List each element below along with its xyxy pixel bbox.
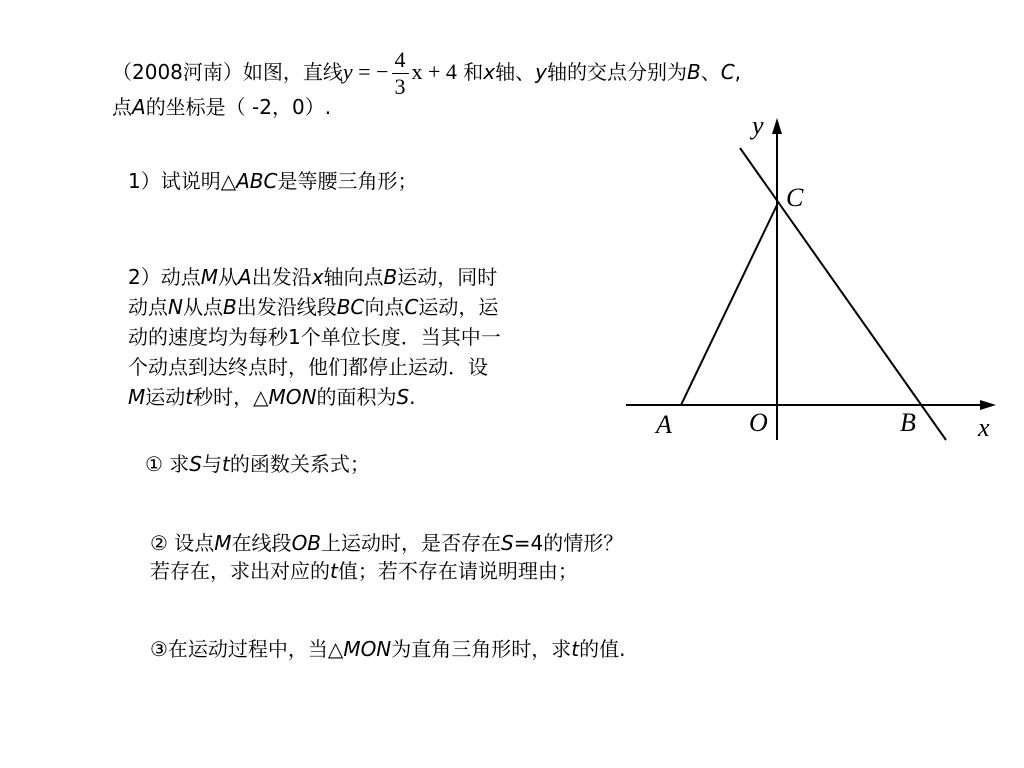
label-x: x bbox=[978, 413, 990, 442]
sub3-t: t bbox=[571, 637, 580, 661]
sub2-l2-a: 若存在，求出对应的 bbox=[150, 559, 330, 583]
q2-BC: BC bbox=[336, 295, 365, 319]
q2-l2-c: 出发沿线段 bbox=[236, 295, 337, 319]
x-axis-arrow bbox=[980, 400, 996, 410]
intro-line2-b: 的坐标是（ -2，0）. bbox=[145, 95, 332, 119]
sub2-OB: OB bbox=[291, 531, 322, 555]
label-A: A bbox=[656, 410, 672, 439]
sub2-S: S bbox=[501, 531, 514, 555]
sub1-S: S bbox=[189, 452, 202, 476]
intro-comma: , bbox=[734, 60, 742, 84]
sub2-l1-d: =4的情形？ bbox=[513, 531, 624, 555]
q1-suffix: 是等腰三角形； bbox=[277, 169, 418, 193]
sub2-l1-c: 上运动时，是否存在 bbox=[321, 531, 502, 555]
q2-B: B bbox=[383, 265, 398, 289]
q2-l1-d: 轴向点 bbox=[323, 265, 384, 289]
sub2-l1-b: 在线段 bbox=[231, 531, 292, 555]
q2-x: x bbox=[311, 265, 324, 289]
label-y: y bbox=[752, 111, 764, 140]
q2-line-4: 个动点到达终点时，他们都停止运动．设 bbox=[128, 355, 488, 379]
intro-after-1: 和 bbox=[456, 60, 484, 84]
sub2-l1-a: ② 设点 bbox=[150, 531, 215, 555]
label-B: B bbox=[900, 408, 916, 437]
q2-B2: B bbox=[222, 295, 237, 319]
intro-A: A bbox=[132, 95, 146, 119]
line-CB bbox=[740, 148, 946, 440]
sub2-l2-b: 值；若不存在请说明理由； bbox=[337, 559, 578, 583]
sub1-t: t bbox=[222, 452, 230, 476]
sub1-suffix: 的函数关系式； bbox=[229, 452, 370, 476]
sub3-MON: MON bbox=[343, 637, 392, 661]
sub3-mid: 为直角三角形时，求 bbox=[391, 637, 572, 661]
intro-after-2: 轴、 bbox=[495, 60, 536, 84]
line-AC bbox=[681, 205, 777, 405]
q2-M: M bbox=[200, 265, 218, 289]
eq-rest: x + 4 bbox=[411, 59, 457, 84]
sub3-prefix: ③在运动过程中，当△ bbox=[150, 637, 344, 661]
q1-prefix: 1）试说明△ bbox=[128, 169, 237, 193]
q2-l2-d: 向点 bbox=[364, 295, 405, 319]
frac-numerator: 4 bbox=[392, 49, 409, 74]
q2-t: t bbox=[185, 385, 194, 409]
intro-sep: 、 bbox=[700, 60, 721, 84]
eq-equals: = − bbox=[358, 59, 389, 84]
intro-after-3: 轴的交点分别为 bbox=[546, 60, 687, 84]
q2-M2: M bbox=[128, 385, 146, 409]
label-O: O bbox=[749, 408, 768, 437]
sub2-M: M bbox=[214, 531, 232, 555]
eq-y: y bbox=[342, 59, 353, 84]
q2-l2-e: 运动，运 bbox=[418, 295, 499, 319]
q2-l1-b: 从 bbox=[218, 265, 238, 289]
q2-N: N bbox=[168, 295, 183, 319]
q2-l5-c: 的面积为 bbox=[316, 385, 397, 409]
sub3-suffix: 的值. bbox=[579, 637, 626, 661]
frac-denominator: 3 bbox=[394, 74, 406, 100]
y-axis-arrow bbox=[772, 118, 782, 134]
q1-abc: ABC bbox=[236, 169, 278, 193]
intro-B: B bbox=[686, 60, 701, 84]
q2-l5-d: . bbox=[409, 385, 416, 409]
q2-line-3: 动的速度均为每秒1个单位长度．当其中一 bbox=[128, 325, 501, 349]
q2-MON: MON bbox=[268, 385, 317, 409]
q2-l5-a: 运动 bbox=[145, 385, 186, 409]
q2-l1-a: 2）动点 bbox=[128, 265, 201, 289]
q2-C: C bbox=[404, 295, 419, 319]
q2-l1-e: 运动，同时 bbox=[397, 265, 498, 289]
q2-l2-b: 从点 bbox=[182, 295, 223, 319]
intro-source: （2008河南）如图，直线 bbox=[112, 60, 343, 84]
label-C: C bbox=[786, 183, 804, 212]
intro-line2-a: 点 bbox=[112, 95, 132, 119]
q2-S: S bbox=[396, 385, 410, 409]
intro-y: y bbox=[535, 60, 547, 84]
q2-l1-c: 出发沿 bbox=[251, 265, 312, 289]
sub1-prefix: ① 求 bbox=[145, 452, 190, 476]
intro-x: x bbox=[483, 60, 496, 84]
sub2-t: t bbox=[330, 559, 338, 583]
q2-l2-a: 动点 bbox=[128, 295, 168, 319]
q2-l5-b: 秒时，△ bbox=[193, 385, 269, 409]
intro-C: C bbox=[720, 60, 735, 84]
q2-A: A bbox=[238, 265, 252, 289]
sub1-mid: 与 bbox=[202, 452, 222, 476]
